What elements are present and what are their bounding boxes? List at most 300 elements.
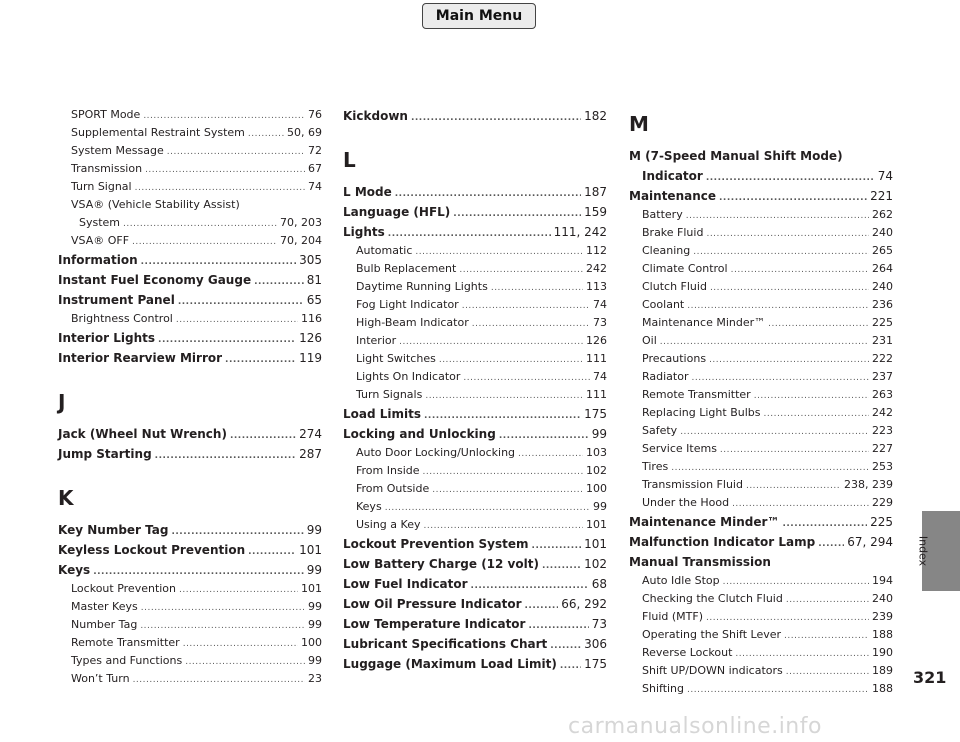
- dot-leader: [463, 369, 590, 387]
- dot-leader: [786, 591, 869, 609]
- dot-leader: [818, 534, 844, 554]
- entry-text: Locking and Unlocking: [343, 427, 496, 441]
- index-subentry[interactable]: [58, 232, 322, 250]
- dot-leader: [784, 627, 869, 645]
- dot-leader: [183, 635, 298, 653]
- page-reference[interactable]: 238, 239: [844, 478, 893, 491]
- dot-leader: [710, 279, 869, 297]
- page-reference[interactable]: 99: [308, 618, 322, 631]
- dot-leader: [491, 279, 583, 297]
- page-reference[interactable]: 99: [308, 600, 322, 613]
- page-reference[interactable]: 189: [872, 664, 893, 677]
- page-reference[interactable]: 65: [306, 293, 322, 307]
- index-entry[interactable]: [629, 186, 893, 206]
- entry-text: Precautions: [642, 352, 707, 365]
- entry-text: Supplemental Restraint System: [71, 126, 245, 139]
- dot-leader: [143, 107, 305, 125]
- index-subentry[interactable]: [343, 296, 607, 314]
- entry-text: Interior Rearview Mirror: [58, 351, 223, 365]
- index-subentry[interactable]: [343, 368, 607, 386]
- entry-text: Light Switches: [356, 352, 436, 365]
- entry-text: Turn Signal: [71, 180, 132, 193]
- entry-text: Oil: [642, 334, 657, 347]
- page-reference[interactable]: 101: [299, 543, 322, 557]
- entry-text: Keys: [356, 500, 382, 513]
- page-reference[interactable]: 306: [584, 637, 607, 651]
- page-reference[interactable]: 194: [872, 574, 893, 587]
- page-reference[interactable]: 100: [301, 636, 322, 649]
- page-reference[interactable]: 227: [872, 442, 893, 455]
- index-subentry[interactable]: [629, 626, 893, 644]
- entry-text: Brake Fluid: [642, 226, 704, 239]
- entry-text: L Mode: [343, 185, 392, 199]
- dot-leader: [471, 576, 589, 596]
- dot-leader: [395, 184, 581, 204]
- page-reference[interactable]: 264: [872, 262, 893, 275]
- entry-text: Lubricant Specifications Chart: [343, 637, 548, 651]
- entry-text: Lights: [343, 225, 385, 239]
- dot-leader: [179, 581, 298, 599]
- entry-text: Using a Key: [356, 518, 421, 531]
- entry-text: Clutch Fluid: [642, 280, 707, 293]
- index-subentry[interactable]: [58, 634, 322, 652]
- entry-text: Climate Control: [642, 262, 728, 275]
- index-subentry[interactable]: [629, 680, 893, 698]
- page-reference[interactable]: 187: [584, 185, 607, 199]
- index-subentry[interactable]: [629, 608, 893, 626]
- page-reference[interactable]: 99: [308, 654, 322, 667]
- page-reference[interactable]: 103: [586, 446, 607, 459]
- page-reference[interactable]: 23: [308, 672, 322, 685]
- page-reference[interactable]: 73: [593, 316, 607, 329]
- dot-leader: [518, 445, 583, 463]
- entry-text: Jack (Wheel Nut Wrench): [58, 427, 227, 441]
- dot-leader: [499, 426, 589, 446]
- entry-text: Replacing Light Bulbs: [642, 406, 761, 419]
- page-reference[interactable]: 240: [872, 226, 893, 239]
- page-number: 321: [913, 668, 947, 687]
- page-reference[interactable]: 72: [308, 144, 322, 157]
- page-reference[interactable]: 70, 203: [280, 216, 322, 229]
- index-subentry[interactable]: [58, 160, 322, 178]
- page-reference[interactable]: 99: [306, 523, 322, 537]
- dot-leader: [415, 243, 583, 261]
- index-entry[interactable]: [343, 106, 607, 126]
- page-reference[interactable]: 190: [872, 646, 893, 659]
- page-reference[interactable]: 66, 292: [561, 597, 607, 611]
- dot-leader: [453, 204, 581, 224]
- index-subentry[interactable]: [629, 242, 893, 260]
- entry-text: Service Items: [642, 442, 717, 455]
- index-entry[interactable]: [58, 540, 322, 560]
- dot-leader: [709, 351, 869, 369]
- entry-text: Keyless Lockout Prevention: [58, 543, 246, 557]
- dot-leader: [550, 636, 581, 656]
- dot-leader: [525, 596, 559, 616]
- page-reference[interactable]: 111: [586, 388, 607, 401]
- index-entry[interactable]: [343, 574, 607, 594]
- entry-text: Interior Lights: [58, 331, 156, 345]
- entry-text: System Message: [71, 144, 164, 157]
- index-subentry[interactable]: [58, 670, 322, 688]
- page-reference[interactable]: 263: [872, 388, 893, 401]
- entry-text: Checking the Clutch Fluid: [642, 592, 783, 605]
- index-subentry[interactable]: [629, 314, 893, 332]
- entry-text: Transmission: [71, 162, 143, 175]
- index-entry[interactable]: [343, 634, 607, 654]
- entry-text: Indicator: [642, 169, 703, 183]
- index-subentry[interactable]: [343, 332, 607, 350]
- dot-leader: [399, 333, 583, 351]
- index-entry[interactable]: [343, 202, 607, 222]
- index-subentry[interactable]: [58, 106, 322, 124]
- entry-text: Number Tag: [71, 618, 138, 631]
- entry-text: Remote Transmitter: [642, 388, 751, 401]
- entry-text: Lights On Indicator: [356, 370, 461, 383]
- index-entry[interactable]: [629, 532, 893, 552]
- index-column-3: [629, 106, 893, 698]
- page-reference[interactable]: 265: [872, 244, 893, 257]
- dot-leader: [93, 562, 304, 582]
- page-reference[interactable]: 101: [301, 582, 322, 595]
- entry-text: Language (HFL): [343, 205, 451, 219]
- dot-leader: [528, 616, 588, 636]
- entry-text: Interior: [356, 334, 397, 347]
- entry-text: Instrument Panel: [58, 293, 175, 307]
- page-reference[interactable]: 99: [593, 500, 607, 513]
- entry-text: Bulb Replacement: [356, 262, 457, 275]
- entry-text: Keys: [58, 563, 91, 577]
- entry-text: Luggage (Maximum Load Limit): [343, 657, 557, 671]
- entry-text: Fluid (MTF): [642, 610, 704, 623]
- entry-text: Cleaning: [642, 244, 691, 257]
- dot-leader: [542, 556, 581, 576]
- section-letter: K: [58, 486, 74, 510]
- index-entry[interactable]: [343, 404, 607, 424]
- entry-text: Key Number Tag: [58, 523, 169, 537]
- dot-leader: [768, 315, 869, 333]
- dot-leader: [178, 292, 304, 312]
- index-subentry[interactable]: [629, 422, 893, 440]
- page-reference[interactable]: 253: [872, 460, 893, 473]
- dot-leader: [687, 297, 869, 315]
- page-reference[interactable]: 102: [584, 557, 607, 571]
- page-reference[interactable]: 221: [870, 189, 893, 203]
- entry-text: Information: [58, 253, 138, 267]
- index-entry[interactable]: [58, 444, 322, 464]
- entry-text: Radiator: [642, 370, 689, 383]
- page-reference[interactable]: 240: [872, 592, 893, 605]
- page-reference[interactable]: 68: [591, 577, 607, 591]
- dot-leader: [385, 499, 590, 517]
- index-entry[interactable]: [343, 594, 607, 614]
- dot-leader: [692, 369, 870, 387]
- index-subentry[interactable]: [629, 224, 893, 242]
- index-entry[interactable]: [58, 328, 322, 348]
- dot-leader: [459, 261, 583, 279]
- entry-text: Malfunction Indicator Lamp: [629, 535, 816, 549]
- entry-text: Low Battery Charge (12 volt): [343, 557, 539, 571]
- page-reference[interactable]: 225: [870, 515, 893, 529]
- dot-leader: [158, 330, 296, 350]
- index-subentry[interactable]: [343, 444, 607, 462]
- index-subentry[interactable]: [343, 498, 607, 516]
- dot-leader: [735, 645, 869, 663]
- entry-text: Transmission Fluid: [642, 478, 743, 491]
- page-reference[interactable]: 100: [586, 482, 607, 495]
- entry-text: Kickdown: [343, 109, 408, 123]
- page-reference[interactable]: 111, 242: [553, 225, 607, 239]
- index-entry[interactable]: [343, 222, 607, 242]
- dot-leader: [754, 387, 869, 405]
- index-entry[interactable]: [58, 348, 322, 368]
- page-reference[interactable]: 126: [586, 334, 607, 347]
- page-reference[interactable]: 287: [299, 447, 322, 461]
- page-reference[interactable]: 74: [877, 169, 893, 183]
- index-subentry[interactable]: [629, 662, 893, 680]
- dot-leader: [423, 517, 583, 535]
- page-reference[interactable]: 159: [584, 205, 607, 219]
- index-subentry[interactable]: [343, 242, 607, 260]
- page-reference[interactable]: 73: [591, 617, 607, 631]
- dot-leader: [135, 179, 305, 197]
- index-entry[interactable]: [58, 560, 322, 580]
- index-entry[interactable]: [629, 512, 893, 532]
- dot-leader: [140, 617, 305, 635]
- index-subentry[interactable]: [58, 124, 322, 142]
- page-reference[interactable]: 50, 69: [287, 126, 322, 139]
- dot-leader: [254, 272, 304, 292]
- index-entry[interactable]: [343, 554, 607, 574]
- entry-text: Reverse Lockout: [642, 646, 733, 659]
- index-subentry[interactable]: [58, 196, 322, 214]
- dot-leader: [225, 350, 296, 370]
- page-reference[interactable]: 101: [586, 518, 607, 531]
- page-reference[interactable]: 126: [299, 331, 322, 345]
- page-reference[interactable]: 67, 294: [847, 535, 893, 549]
- entry-text: Automatic: [356, 244, 413, 257]
- page-reference[interactable]: 182: [584, 109, 607, 123]
- index-entry[interactable]: [343, 182, 607, 202]
- page-reference[interactable]: 242: [872, 406, 893, 419]
- index-subentry[interactable]: [629, 572, 893, 590]
- index-subentry[interactable]: [343, 278, 607, 296]
- entry-text: Lockout Prevention: [71, 582, 177, 595]
- dot-leader: [671, 459, 869, 477]
- page-reference[interactable]: 74: [593, 298, 607, 311]
- dot-leader: [532, 536, 582, 556]
- entry-text: Jump Starting: [58, 447, 152, 461]
- index-subentry[interactable]: [629, 296, 893, 314]
- index-subentry[interactable]: [629, 260, 893, 278]
- entry-text: Tires: [642, 460, 669, 473]
- dot-leader: [248, 542, 296, 562]
- page-reference[interactable]: 188: [872, 682, 893, 695]
- index-entry[interactable]: [58, 290, 322, 310]
- index-subentry[interactable]: [629, 404, 893, 422]
- dot-leader: [693, 243, 869, 261]
- dot-leader: [439, 351, 583, 369]
- index-subentry[interactable]: [58, 652, 322, 670]
- dot-leader: [720, 441, 869, 459]
- index-side-label: Index: [916, 535, 930, 567]
- index-entry[interactable]: [58, 250, 322, 270]
- page-reference[interactable]: 188: [872, 628, 893, 641]
- index-subentry[interactable]: [629, 206, 893, 224]
- page-reference[interactable]: 102: [586, 464, 607, 477]
- entry-text: Coolant: [642, 298, 685, 311]
- entry-text: SPORT Mode: [71, 108, 141, 121]
- dot-leader: [687, 681, 869, 699]
- dot-leader: [472, 315, 590, 333]
- index-entry[interactable]: [629, 146, 893, 166]
- dot-leader: [706, 168, 875, 188]
- page-reference[interactable]: 74: [308, 180, 322, 193]
- index-entry[interactable]: [343, 534, 607, 554]
- entry-text: Master Keys: [71, 600, 138, 613]
- index-subentry[interactable]: [343, 516, 607, 534]
- index-column-1: [58, 106, 322, 688]
- entry-text: Remote Transmitter: [71, 636, 180, 649]
- page-reference[interactable]: 305: [299, 253, 322, 267]
- page-reference[interactable]: 240: [872, 280, 893, 293]
- page-reference[interactable]: 242: [586, 262, 607, 275]
- index-entry[interactable]: [343, 654, 607, 674]
- index-entry[interactable]: [343, 424, 607, 444]
- index-subentry[interactable]: [629, 350, 893, 368]
- page-reference[interactable]: 111: [586, 352, 607, 365]
- dot-leader: [732, 495, 869, 513]
- page-reference[interactable]: 237: [872, 370, 893, 383]
- page-reference[interactable]: 112: [586, 244, 607, 257]
- dot-leader: [230, 426, 296, 446]
- dot-leader: [660, 333, 869, 351]
- index-entry[interactable]: [58, 520, 322, 540]
- dot-leader: [123, 215, 277, 233]
- dot-leader: [723, 573, 869, 591]
- entry-text: Fog Light Indicator: [356, 298, 459, 311]
- dot-leader: [462, 297, 590, 315]
- entry-text: Battery: [642, 208, 683, 221]
- index-subentry[interactable]: [629, 590, 893, 608]
- page-reference[interactable]: 225: [872, 316, 893, 329]
- index-subentry[interactable]: [343, 314, 607, 332]
- index-subentry[interactable]: [58, 616, 322, 634]
- dot-leader: [706, 225, 869, 243]
- entry-text: Maintenance Minder™: [629, 515, 780, 529]
- index-subentry[interactable]: [629, 368, 893, 386]
- entry-text: Types and Functions: [71, 654, 183, 667]
- dot-leader: [425, 387, 583, 405]
- index-subentry[interactable]: [629, 386, 893, 404]
- dot-leader: [155, 446, 296, 466]
- index-subentry[interactable]: [629, 440, 893, 458]
- page-reference[interactable]: 76: [308, 108, 322, 121]
- dot-leader: [185, 653, 305, 671]
- dot-leader: [706, 609, 869, 627]
- index-entry[interactable]: [58, 270, 322, 290]
- page-reference[interactable]: 67: [308, 162, 322, 175]
- page-reference[interactable]: 175: [584, 657, 607, 671]
- page-reference[interactable]: 101: [584, 537, 607, 551]
- page-reference[interactable]: 81: [306, 273, 322, 287]
- page-reference[interactable]: 99: [591, 427, 607, 441]
- index-subentry[interactable]: [629, 494, 893, 512]
- entry-text: Auto Idle Stop: [642, 574, 720, 587]
- index-subentry[interactable]: [58, 310, 322, 328]
- page-reference[interactable]: 229: [872, 496, 893, 509]
- page-reference[interactable]: 223: [872, 424, 893, 437]
- entry-text: Low Fuel Indicator: [343, 577, 468, 591]
- index-entry[interactable]: [629, 166, 893, 186]
- index-subentry[interactable]: [58, 580, 322, 598]
- page-reference[interactable]: 239: [872, 610, 893, 623]
- page-reference[interactable]: 236: [872, 298, 893, 311]
- page-reference[interactable]: 74: [593, 370, 607, 383]
- index-column-2: [343, 106, 607, 674]
- dot-leader: [176, 311, 298, 329]
- index-subentry[interactable]: [629, 644, 893, 662]
- page-reference[interactable]: 70, 204: [280, 234, 322, 247]
- watermark: carmanualsonline.info: [568, 714, 822, 739]
- index-subentry[interactable]: [58, 142, 322, 160]
- index-subentry[interactable]: [343, 480, 607, 498]
- index-subentry[interactable]: [629, 476, 893, 494]
- entry-text: From Inside: [356, 464, 420, 477]
- dot-leader: [786, 663, 869, 681]
- index-subentry[interactable]: [629, 278, 893, 296]
- entry-text: Manual Transmission: [629, 555, 771, 569]
- index-subentry[interactable]: [343, 350, 607, 368]
- entry-text: Auto Door Locking/Unlocking: [356, 446, 516, 459]
- page-reference[interactable]: 274: [299, 427, 322, 441]
- page-reference[interactable]: 99: [306, 563, 322, 577]
- entry-text: M (7-Speed Manual Shift Mode): [629, 149, 843, 163]
- index-entry[interactable]: [58, 424, 322, 444]
- dot-leader: [248, 125, 284, 143]
- index-subentry[interactable]: [343, 462, 607, 480]
- page-reference[interactable]: 262: [872, 208, 893, 221]
- entry-text: System: [79, 216, 121, 229]
- page-reference[interactable]: 119: [299, 351, 322, 365]
- entry-text: Brightness Control: [71, 312, 173, 325]
- dot-leader: [424, 406, 581, 426]
- page-reference[interactable]: 175: [584, 407, 607, 421]
- index-subentry[interactable]: [343, 386, 607, 404]
- index-subentry[interactable]: [629, 458, 893, 476]
- page-reference[interactable]: 231: [872, 334, 893, 347]
- page-reference[interactable]: 222: [872, 352, 893, 365]
- entry-text: Safety: [642, 424, 678, 437]
- dot-leader: [680, 423, 869, 441]
- entry-text: Load Limits: [343, 407, 422, 421]
- dot-leader: [133, 671, 305, 689]
- index-entry[interactable]: [343, 614, 607, 634]
- page-reference[interactable]: 116: [301, 312, 322, 325]
- index-subentry[interactable]: [629, 332, 893, 350]
- index-entry[interactable]: [629, 552, 893, 572]
- index-subentry[interactable]: [58, 598, 322, 616]
- entry-text: Shifting: [642, 682, 685, 695]
- page-reference[interactable]: 113: [586, 280, 607, 293]
- index-subentry[interactable]: [343, 260, 607, 278]
- index-subentry[interactable]: [58, 178, 322, 196]
- index-subentry[interactable]: [58, 214, 322, 232]
- dot-leader: [782, 514, 867, 534]
- dot-leader: [141, 252, 296, 272]
- main-menu-button[interactable]: Main Menu: [422, 3, 536, 29]
- entry-text: High-Beam Indicator: [356, 316, 469, 329]
